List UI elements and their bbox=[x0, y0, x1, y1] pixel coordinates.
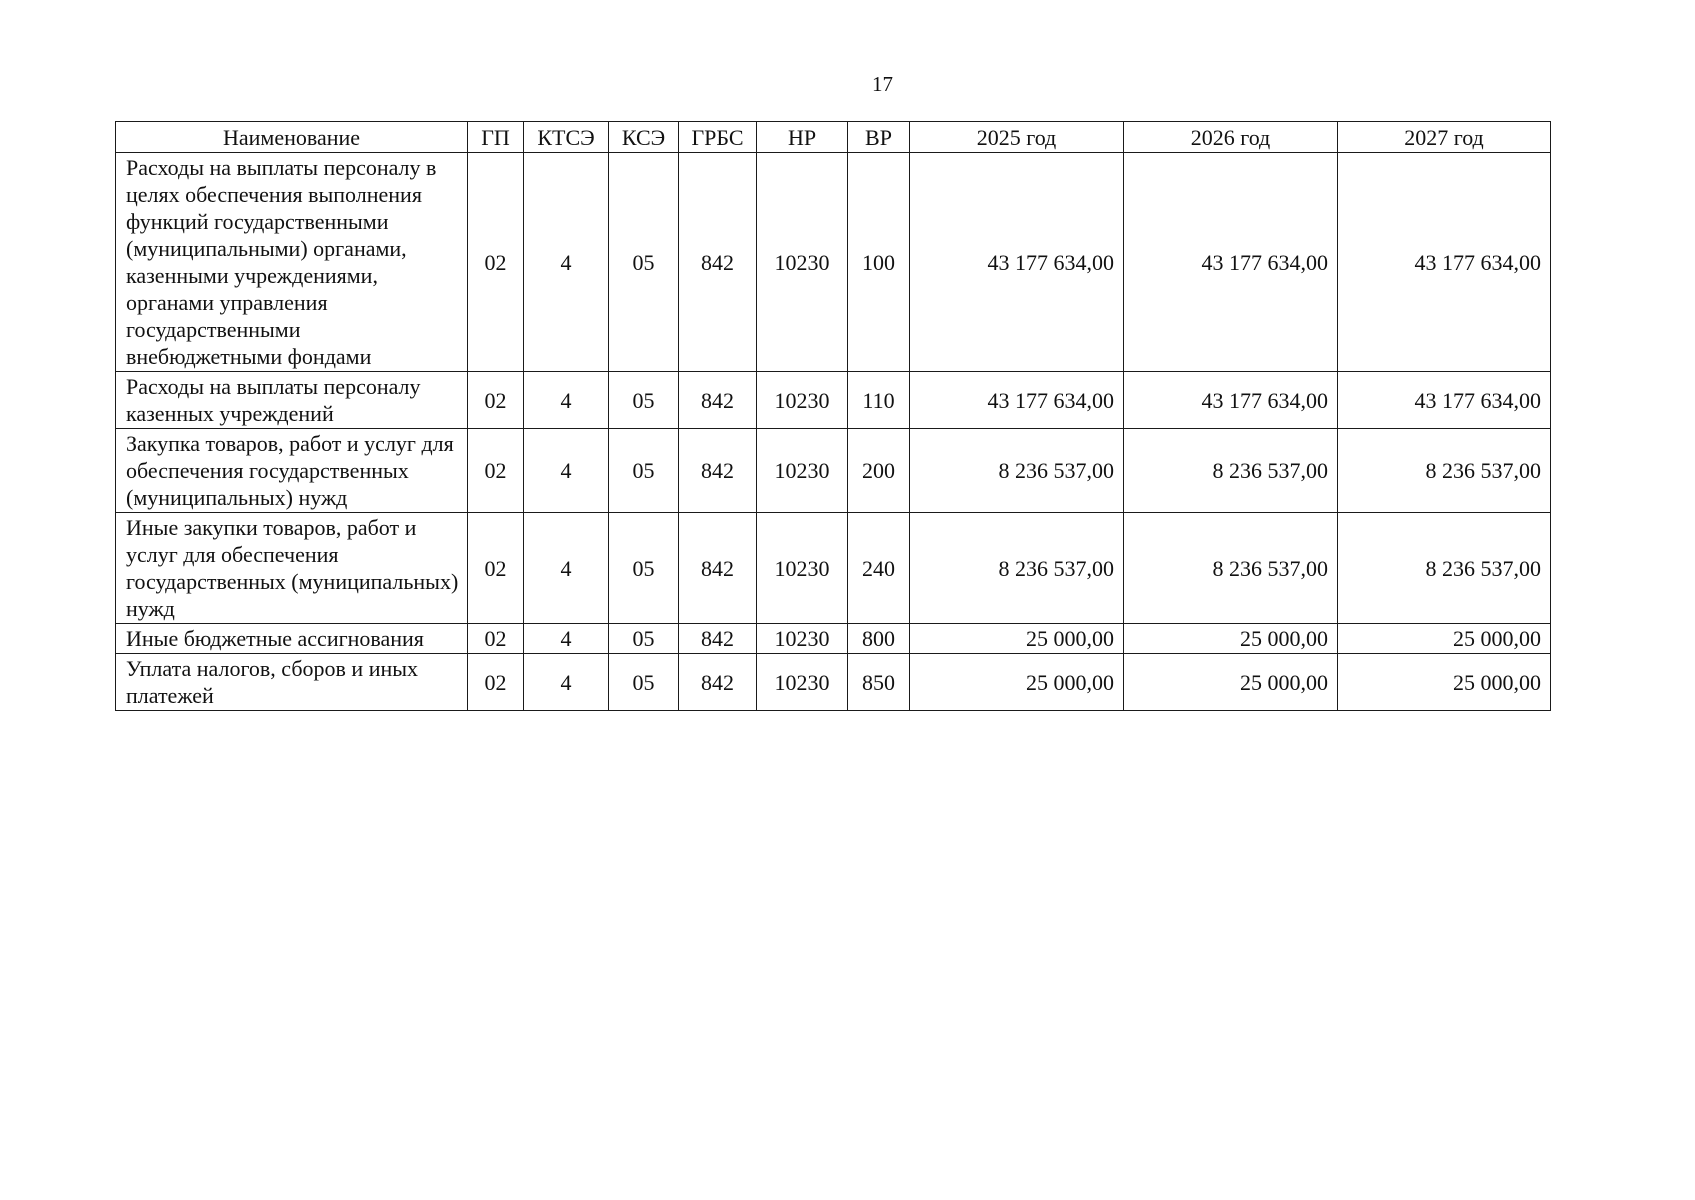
row-nr: 10230 bbox=[757, 429, 848, 513]
row-amount-2026: 25 000,00 bbox=[1124, 624, 1338, 654]
row-ktse: 4 bbox=[524, 153, 609, 372]
row-nr: 10230 bbox=[757, 372, 848, 429]
row-nr: 10230 bbox=[757, 624, 848, 654]
row-nr: 10230 bbox=[757, 513, 848, 624]
row-amount-2025: 43 177 634,00 bbox=[910, 372, 1124, 429]
table-row bbox=[116, 429, 1551, 513]
row-kse: 05 bbox=[609, 153, 679, 372]
row-amount-2026: 43 177 634,00 bbox=[1124, 372, 1338, 429]
row-kse: 05 bbox=[609, 654, 679, 711]
row-ktse: 4 bbox=[524, 372, 609, 429]
row-amount-2027: 8 236 537,00 bbox=[1338, 513, 1551, 624]
row-gp: 02 bbox=[468, 372, 524, 429]
row-amount-2027: 43 177 634,00 bbox=[1338, 153, 1551, 372]
row-name: Расходы на выплаты персоналу казенных учреждений bbox=[116, 372, 468, 429]
table-row bbox=[116, 624, 1551, 654]
row-name: Закупка товаров, работ и услуг для обеспечения государственных (муниципальных) нужд bbox=[116, 429, 468, 513]
header-ktse: КТСЭ bbox=[524, 122, 609, 153]
row-amount-2026: 8 236 537,00 bbox=[1124, 429, 1338, 513]
row-grbs: 842 bbox=[679, 153, 757, 372]
row-kse: 05 bbox=[609, 372, 679, 429]
header-nr: НР bbox=[757, 122, 848, 153]
row-ktse: 4 bbox=[524, 513, 609, 624]
table-row bbox=[116, 372, 1551, 429]
row-gp: 02 bbox=[468, 624, 524, 654]
header-gp: ГП bbox=[468, 122, 524, 153]
table-row bbox=[116, 654, 1551, 711]
budget-table bbox=[115, 121, 1551, 711]
row-amount-2025: 8 236 537,00 bbox=[910, 513, 1124, 624]
row-vr: 850 bbox=[848, 654, 910, 711]
row-ktse: 4 bbox=[524, 654, 609, 711]
row-vr: 110 bbox=[848, 372, 910, 429]
row-nr: 10230 bbox=[757, 654, 848, 711]
table-header-row bbox=[116, 122, 1551, 153]
row-name: Иные закупки товаров, работ и услуг для обеспечения государственных (муниципальных) нужд bbox=[116, 513, 468, 624]
row-grbs: 842 bbox=[679, 513, 757, 624]
header-name: Наименование bbox=[116, 122, 468, 153]
row-amount-2027: 8 236 537,00 bbox=[1338, 429, 1551, 513]
row-amount-2025: 8 236 537,00 bbox=[910, 429, 1124, 513]
row-grbs: 842 bbox=[679, 654, 757, 711]
header-2025: 2025 год bbox=[910, 122, 1124, 153]
row-vr: 240 bbox=[848, 513, 910, 624]
row-amount-2025: 43 177 634,00 bbox=[910, 153, 1124, 372]
header-kse: КСЭ bbox=[609, 122, 679, 153]
row-name: Иные бюджетные ассигнования bbox=[116, 624, 468, 654]
row-name: Расходы на выплаты персоналу в целях обеспечения выполнения функций государственными (муниципальными) органами, казенными учреждениями, органами управления государственными внебюджетными фондами bbox=[116, 153, 468, 372]
header-2027: 2027 год bbox=[1338, 122, 1551, 153]
row-ktse: 4 bbox=[524, 624, 609, 654]
row-grbs: 842 bbox=[679, 429, 757, 513]
row-amount-2025: 25 000,00 bbox=[910, 624, 1124, 654]
row-vr: 800 bbox=[848, 624, 910, 654]
row-amount-2027: 25 000,00 bbox=[1338, 654, 1551, 711]
row-amount-2026: 43 177 634,00 bbox=[1124, 153, 1338, 372]
header-grbs: ГРБС bbox=[679, 122, 757, 153]
row-name: Уплата налогов, сборов и иных платежей bbox=[116, 654, 468, 711]
row-gp: 02 bbox=[468, 153, 524, 372]
header-vr: ВР bbox=[848, 122, 910, 153]
table-row bbox=[116, 153, 1551, 372]
row-kse: 05 bbox=[609, 624, 679, 654]
row-gp: 02 bbox=[468, 513, 524, 624]
row-gp: 02 bbox=[468, 429, 524, 513]
row-vr: 100 bbox=[848, 153, 910, 372]
row-amount-2027: 43 177 634,00 bbox=[1338, 372, 1551, 429]
row-kse: 05 bbox=[609, 513, 679, 624]
row-nr: 10230 bbox=[757, 153, 848, 372]
header-2026: 2026 год bbox=[1124, 122, 1338, 153]
row-grbs: 842 bbox=[679, 372, 757, 429]
page-number: 17 bbox=[872, 72, 893, 96]
row-gp: 02 bbox=[468, 654, 524, 711]
row-amount-2025: 25 000,00 bbox=[910, 654, 1124, 711]
row-vr: 200 bbox=[848, 429, 910, 513]
row-kse: 05 bbox=[609, 429, 679, 513]
row-amount-2027: 25 000,00 bbox=[1338, 624, 1551, 654]
row-grbs: 842 bbox=[679, 624, 757, 654]
table-row bbox=[116, 513, 1551, 624]
row-amount-2026: 8 236 537,00 bbox=[1124, 513, 1338, 624]
row-ktse: 4 bbox=[524, 429, 609, 513]
row-amount-2026: 25 000,00 bbox=[1124, 654, 1338, 711]
